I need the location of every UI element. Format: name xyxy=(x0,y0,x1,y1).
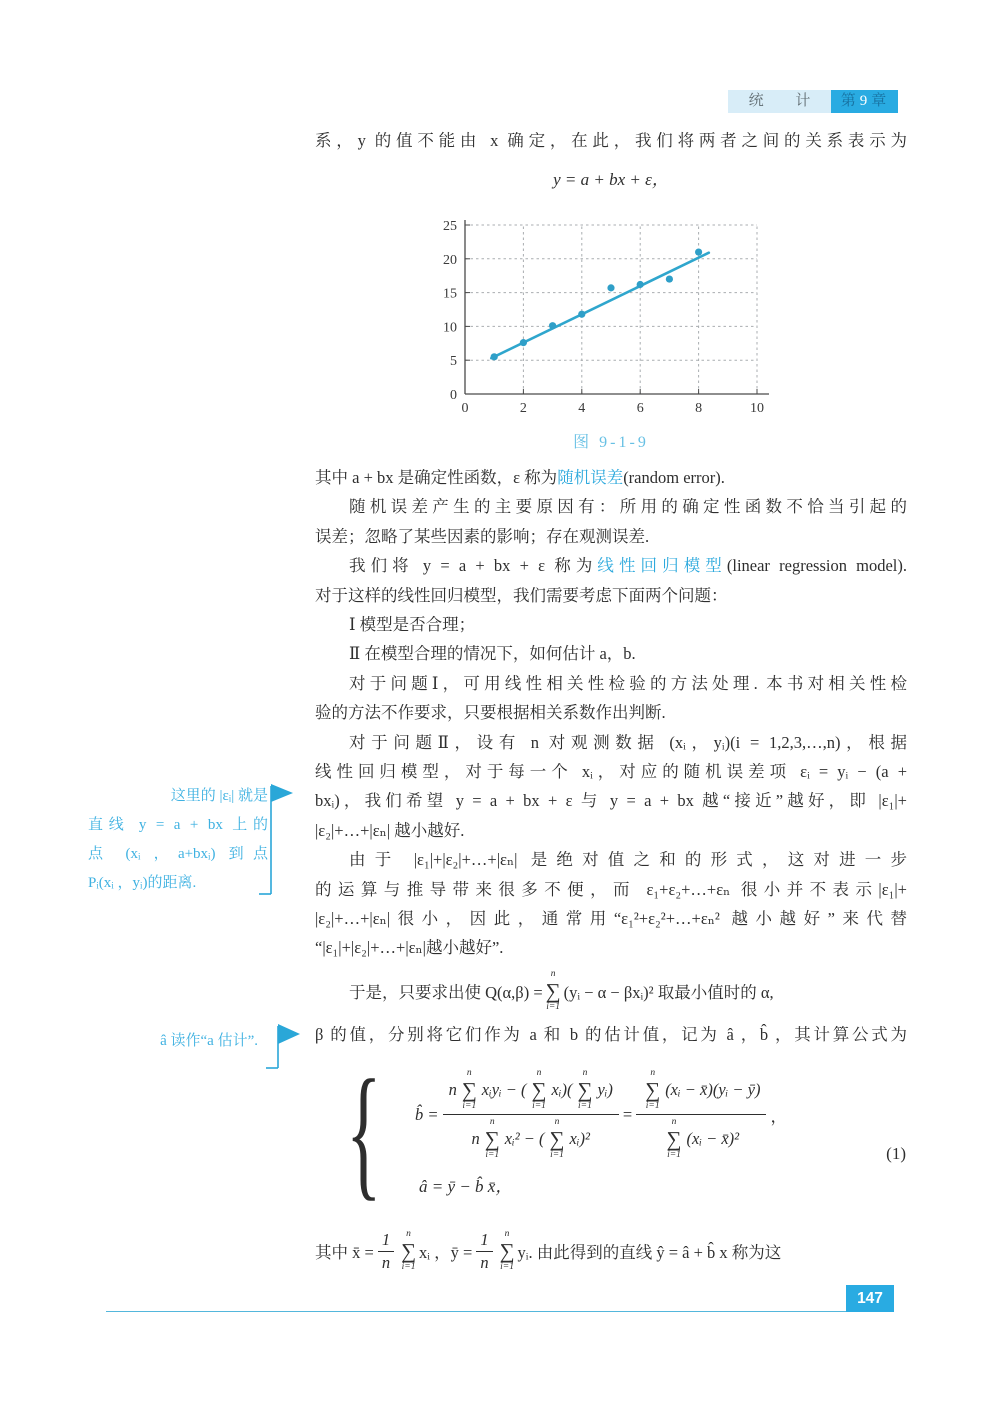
summation: n ∑ i=1 xyxy=(499,1229,515,1272)
formula-column xyxy=(415,1067,787,1197)
fraction: n n ∑ i=1 xᵢyᵢ − ( n ∑ i=1 xᵢ)( n ∑ i=1 yᵢ) n n ∑ i=1 xᵢ² − ( n ∑ i=1 xᵢ)² xyxy=(443,1067,619,1162)
margin-note-line: 点 (xᵢ ，a+bxᵢ) 到点 xyxy=(88,846,268,862)
chapter-prefix: 第 xyxy=(840,93,858,109)
summation: n ∑ i=1 xyxy=(461,1068,477,1111)
header-chapter-badge xyxy=(831,90,898,113)
body-line xyxy=(315,937,907,959)
scatter-chart xyxy=(430,212,790,412)
body-line xyxy=(315,732,907,754)
text-run: (linear regression model). xyxy=(726,556,908,576)
highlight-term: 线性回归模型 xyxy=(597,556,727,576)
body-line xyxy=(315,849,907,871)
margin-note-line: 直线 y = a + bx 上的 xyxy=(88,817,268,833)
highlight-term: 随机误差 xyxy=(557,468,624,487)
formula-ahat-row: â = ȳ − b̂ x̄， xyxy=(419,1177,513,1196)
q-text-left: 于是，只要求出使 Q(α,β) = xyxy=(349,983,543,1002)
body-line xyxy=(315,702,907,724)
text-run: Ⅰ 模型是否合理； xyxy=(349,615,476,634)
text-run: |ε₂|+…+|εₙ| 越小越好. xyxy=(315,820,465,840)
q-text-right: (yᵢ − α − βxᵢ)² 取最小值时的 α, xyxy=(563,983,774,1002)
body-line xyxy=(315,467,907,489)
body-line xyxy=(315,496,907,518)
body-line xyxy=(315,555,907,577)
margin-note-line: â 读作“a 估计”. xyxy=(160,1033,258,1049)
svg-text:10: 10 xyxy=(443,320,457,336)
bhat-equals: b̂ = xyxy=(415,1104,439,1124)
text-run: 验的方法不作要求，只要根据相关系数作出判断. xyxy=(315,703,666,723)
summation: n ∑ i=1 xyxy=(401,1229,417,1272)
body-line xyxy=(315,820,907,842)
text-run: bxᵢ)，我们希望 y = a + bx + ε 与 y = a + bx 越“接近”越好，即 |ε₁|+ xyxy=(315,791,907,811)
text-run: Ⅱ 在模型合理的情况下，如何估计 a，b. xyxy=(349,644,636,664)
summation: n ∑ i=1 xyxy=(545,969,561,1012)
formula-bhat-row xyxy=(415,1067,787,1162)
text-run: |ε₂|+…+|εₙ|很小，因此，通常用“ε₁²+ε₂²+…+εₙ² 越小越好”来代替 xyxy=(315,909,907,928)
svg-text:4: 4 xyxy=(578,401,586,412)
fraction: n ∑ i=1 (xᵢ − x̄)(yᵢ − ȳ) n ∑ i=1 (xᵢ − x̄)² xyxy=(636,1067,766,1162)
svg-text:15: 15 xyxy=(443,286,457,302)
closing-text-a: 其中 x̄ = xyxy=(315,1243,374,1262)
body-line xyxy=(315,908,907,930)
closing-text-b: xᵢ ，ȳ = xyxy=(419,1243,473,1262)
text-run: (random error). xyxy=(623,468,725,487)
curly-brace: { xyxy=(346,1050,382,1214)
closing-line xyxy=(315,1222,907,1280)
formula-1-block xyxy=(346,1052,908,1212)
text-run: 其中 a + bx 是确定性函数，ε 称为 xyxy=(315,468,558,487)
text-run: 我们将 y = a + bx + ε 称为 xyxy=(349,556,598,576)
chapter-number: 9 xyxy=(859,93,870,109)
footer-rule xyxy=(106,1311,846,1312)
figure-caption: 图 9-1-9 xyxy=(573,434,649,451)
text-run: 由于 |ε₁|+|ε₂|+…+|εₙ| 是绝对值之和的形式，这对进一步 xyxy=(349,850,907,870)
svg-text:0: 0 xyxy=(450,388,457,403)
text-run: 对于这样的线性回归模型，我们需要考虑下面两个问题： xyxy=(315,585,728,605)
svg-text:8: 8 xyxy=(695,401,703,412)
display-equation: y = a + bx + ε， xyxy=(553,170,669,189)
fraction: $\frac{1}{n}$ xyxy=(378,1229,394,1274)
equation-number: (1) xyxy=(886,1144,906,1163)
body-line xyxy=(315,585,907,607)
body-line xyxy=(315,643,907,665)
text-run: 随机误差产生的主要原因有：所用的确定性函数不恰当引起的 xyxy=(349,497,907,517)
summation: n ∑ i=1 xyxy=(645,1068,661,1111)
header-section-label: 统 计 xyxy=(728,90,831,113)
comma: ， xyxy=(770,1106,787,1126)
text-run: “|ε₁|+|ε₂|+…+|εₙ|越小越好”. xyxy=(315,938,504,958)
body-line xyxy=(315,790,907,812)
body-line xyxy=(315,879,907,901)
svg-text:2: 2 xyxy=(519,401,527,412)
summation: n ∑ i=1 xyxy=(531,1068,547,1111)
svg-text:20: 20 xyxy=(443,252,457,268)
chart-svg xyxy=(430,212,790,412)
svg-text:5: 5 xyxy=(450,354,457,370)
page-number-badge: 147 xyxy=(846,1285,894,1312)
closing-text-c: yᵢ. 由此得到的直线 ŷ = â + b̂ x 称为这 xyxy=(517,1243,782,1262)
intro-line: 系，y 的值不能由 x 确定，在此，我们将两者之间的关系表示为 xyxy=(315,131,907,150)
text-run: 对于问题Ⅱ，设有 n 对观测数据 (xᵢ，yᵢ)(i = 1,2,3,…,n)，根据 xyxy=(349,732,907,752)
q-equation-line xyxy=(315,962,907,1020)
summation: n ∑ i=1 xyxy=(549,1117,565,1160)
body-line xyxy=(315,673,907,695)
q-line-2: β 的值，分别将它们作为 a 和 b 的估计值，记为 â ，b̂ ，其计算公式为 xyxy=(315,1025,907,1044)
body-line xyxy=(315,761,907,783)
summation: n ∑ i=1 xyxy=(666,1117,682,1160)
svg-text:10: 10 xyxy=(750,401,764,412)
fraction: $\frac{1}{n}$ xyxy=(476,1229,492,1274)
chapter-suffix: 章 xyxy=(871,93,889,109)
margin-note-line: 这里的 |εᵢ| 就是 xyxy=(170,788,268,804)
text-run: 对于问题Ⅰ，可用线性相关性检验的方法处理. 本书对相关性检 xyxy=(349,673,907,693)
body-line xyxy=(315,614,907,636)
margin-note-line: Pᵢ(xᵢ ，yᵢ)的距离. xyxy=(88,875,197,891)
text-run: 线性回归模型，对于每一个 xᵢ，对应的随机误差项 εᵢ = yᵢ − (a + xyxy=(315,762,907,781)
svg-text:0: 0 xyxy=(461,401,469,412)
text-run: 误差；忽略了某些因素的影响；存在观测误差. xyxy=(315,526,650,546)
summation: n ∑ i=1 xyxy=(577,1068,593,1111)
body-line xyxy=(315,526,907,548)
svg-text:6: 6 xyxy=(636,401,644,412)
equals-sign: = xyxy=(622,1104,633,1124)
margin-flag-icon xyxy=(262,1022,304,1076)
margin-flag-icon xyxy=(255,782,297,902)
svg-text:25: 25 xyxy=(443,219,457,234)
text-run: 的运算与推导带来很多不便，而 ε₁+ε₂+…+εₙ 很小并不表示|ε₁|+ xyxy=(315,879,907,899)
summation: n ∑ i=1 xyxy=(484,1117,500,1160)
